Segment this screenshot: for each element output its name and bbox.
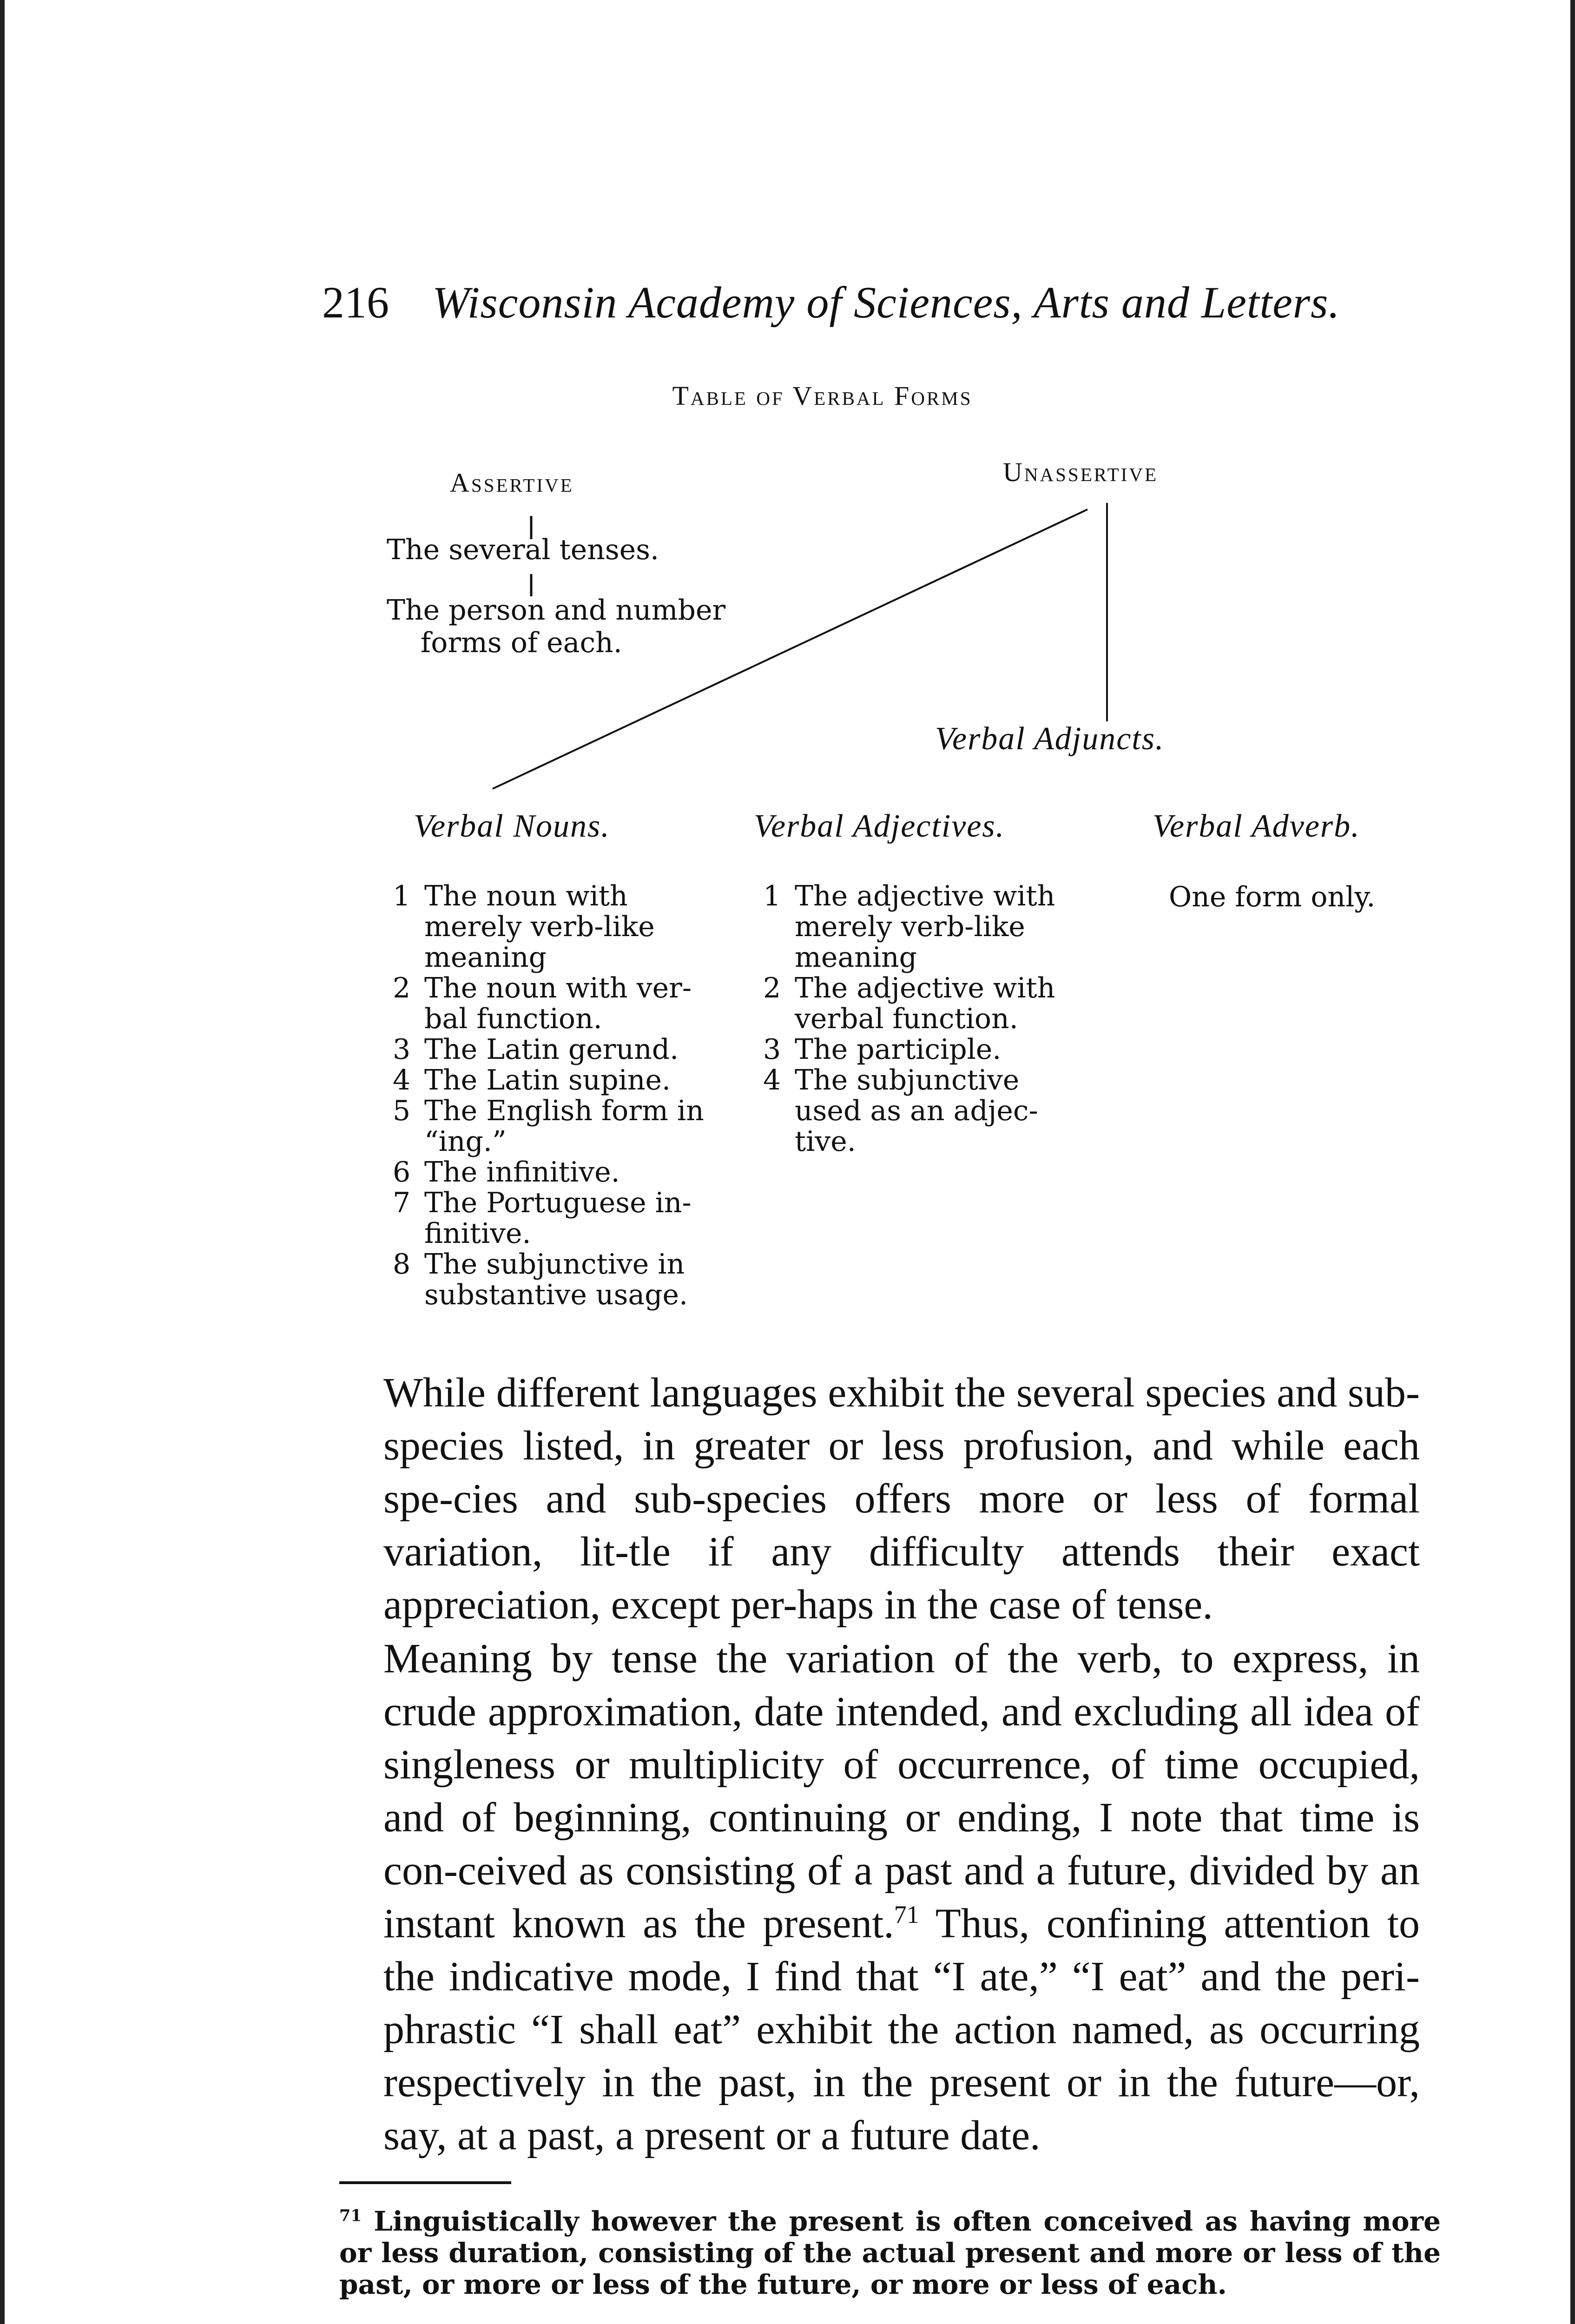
- list-item: 3 The participle.: [763, 1033, 1002, 1066]
- body-paragraph-2: Meaning by tense the variation of the verb, to express, in crude approximation, date intended, and excluding all idea of singleness or multiplicity of occurrence, of time occupied, and of beginning, continuing or ending, I note that time is con-ceived as consisting of a past and a future, divided by an instant known as the present.$^{71}$ Thus, confining attention to the indicative mode, I find that “I ate,” “I eat” and the peri-phrastic “I shall eat” exhibit the action named, as occurring respectively in the past, in the present or in the future—or, say, at a past, a present or a future date.: [383, 1636, 1420, 2159]
- assertive-line-3: forms of each.: [421, 627, 622, 659]
- footnote-rule: [339, 2181, 511, 2184]
- list-item: 7 The Portuguese in- finitive.: [393, 1187, 692, 1250]
- assertive-line-2: The person and number: [387, 594, 726, 627]
- verbal-adverb-heading: Verbal Adverb.: [1153, 808, 1360, 844]
- verbal-adverb-only: One form only.: [1169, 881, 1376, 913]
- list-item: 1 The adjective with merely verb-like meaning: [763, 880, 1055, 974]
- unassertive-label: Unassertive: [1003, 457, 1158, 487]
- list-item: 4 The Latin supine.: [393, 1064, 671, 1096]
- verbal-nouns-list: [393, 881, 746, 1310]
- assertive-label: Assertive: [450, 468, 574, 498]
- journal-title: Wisconsin Academy of Sciences, Arts and Letters.: [432, 277, 1340, 327]
- list-item: 4 The subjunctive used as an adjec- tive.: [763, 1064, 1038, 1158]
- assertive-line-1: The several tenses.: [387, 534, 659, 566]
- verbal-nouns-heading: Verbal Nouns.: [414, 808, 610, 844]
- table-title: Table of Verbal Forms: [672, 381, 973, 411]
- table-diagram-lines: [0, 0, 1575, 837]
- footnote-reference: 71: [894, 1901, 919, 1928]
- body-paragraph-1: While different languages exhibit the several species and sub-species listed, in greater or less profusion, and while each spe-cies and sub-species offers more or less of formal variation, lit-tle if any difficulty attends their exact appreciation, except per-haps in the case of tense.: [383, 1370, 1420, 1628]
- list-item: 3 The Latin gerund.: [393, 1033, 679, 1066]
- verbal-adjectives-heading: Verbal Adjectives.: [754, 808, 1005, 844]
- list-item: 8 The subjunctive in substantive usage.: [393, 1248, 688, 1311]
- list-item: 2 The adjective with verbal function.: [763, 972, 1055, 1035]
- list-item: 5 The English form in “ing.”: [393, 1095, 704, 1158]
- page-number: 216: [322, 277, 389, 327]
- footnote-marker: 71: [339, 2206, 362, 2225]
- list-item: 6 The infinitive.: [393, 1156, 620, 1188]
- verbal-adjectives-list: [763, 881, 1116, 1157]
- list-item: 2 The noun with ver- bal function.: [393, 972, 692, 1035]
- list-item: 1 The noun with merely verb-like meaning: [393, 880, 655, 974]
- footnote: $^{71}$ Linguistically however the present is often conceived as having more or less duration, consisting of the actual present and more or less of the past, or more or less of the future, or more or less of each.: [339, 2205, 1441, 2300]
- verbal-adjuncts-label: Verbal Adjuncts.: [935, 721, 1165, 757]
